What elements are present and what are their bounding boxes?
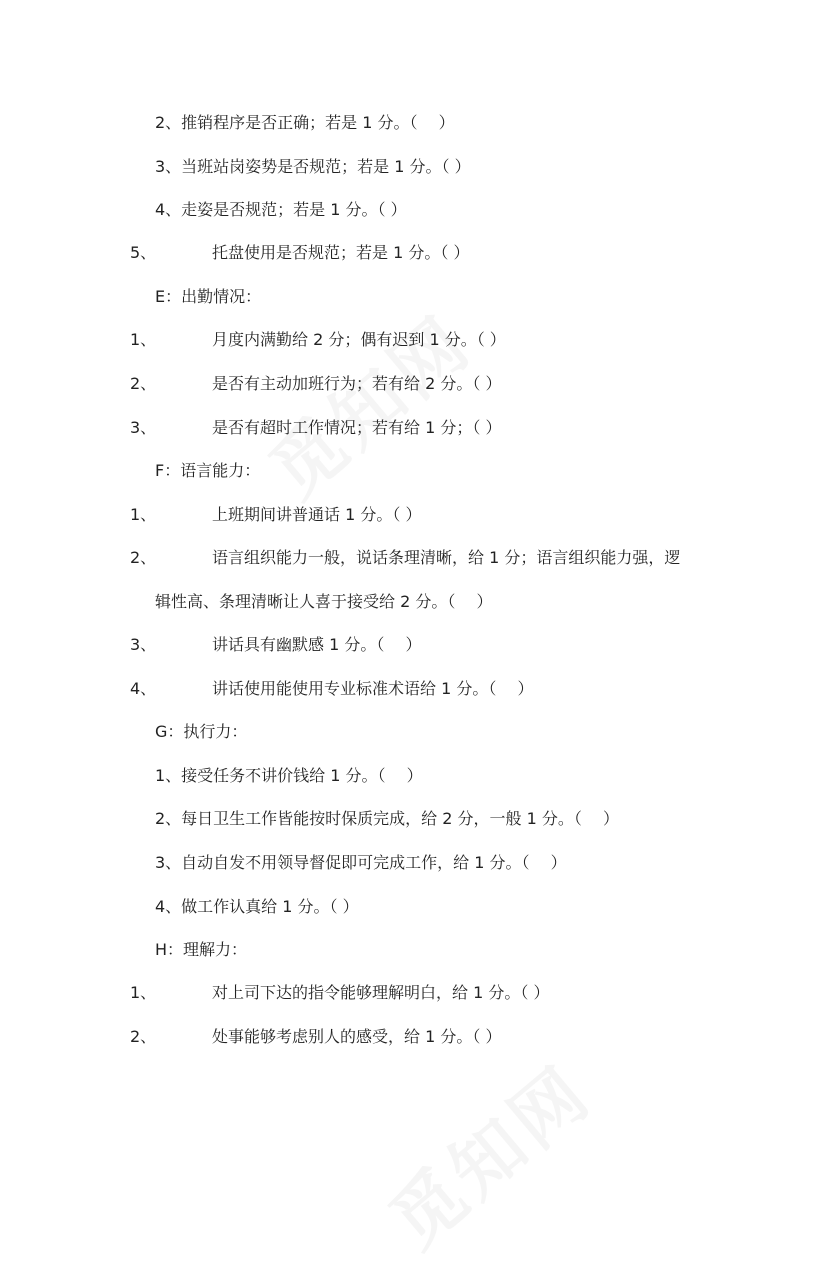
item-text: 上班期间讲普通话 1 分。（ ） xyxy=(212,505,422,524)
item-text: 对上司下达的指令能够理解明白，给 1 分。（ ） xyxy=(212,983,550,1002)
section-heading-text: H：理解力： xyxy=(155,940,248,959)
item-text: 2、推销程序是否正确；若是 1 分。（ ） xyxy=(155,113,455,132)
item-text: 讲话使用能使用专业标准术语给 1 分。（ ） xyxy=(212,679,534,698)
item-text: 3、自动自发不用领导督促即可完成工作，给 1 分。（ ） xyxy=(155,853,567,872)
item-number: 3、 xyxy=(130,635,157,654)
item-text: 语言组织能力一般，说话条理清晰，给 1 分；语言组织能力强，逻 xyxy=(212,548,681,567)
item-number: 2、 xyxy=(130,548,157,567)
item-text: 4、走姿是否规范；若是 1 分。（ ） xyxy=(155,200,407,219)
item-text: 处事能够考虑别人的感受，给 1 分。（ ） xyxy=(212,1027,502,1046)
item-number: 3、 xyxy=(130,418,157,437)
item-text: 辑性高、条理清晰让人喜于接受给 2 分。（ ） xyxy=(155,592,493,611)
item-text: 3、当班站岗姿势是否规范；若是 1 分。（ ） xyxy=(155,157,471,176)
item-text: 1、接受任务不讲价钱给 1 分。（ ） xyxy=(155,766,423,785)
item-text: 托盘使用是否规范；若是 1 分。（ ） xyxy=(212,243,470,262)
watermark-top xyxy=(244,287,490,517)
item-text: 是否有超时工作情况；若有给 1 分；（ ） xyxy=(212,418,502,437)
item-number: 1、 xyxy=(130,505,157,524)
watermark-bottom xyxy=(364,1037,610,1267)
item-number: 5、 xyxy=(130,243,157,262)
item-text: 讲话具有幽默感 1 分。（ ） xyxy=(212,635,422,654)
item-text: 是否有主动加班行为；若有给 2 分。（ ） xyxy=(212,374,502,393)
item-number: 2、 xyxy=(130,374,157,393)
section-heading-text: G：执行力： xyxy=(155,722,248,741)
section-heading-text: F：语言能力： xyxy=(155,461,261,480)
item-text: 月度内满勤给 2 分；偶有迟到 1 分。（ ） xyxy=(212,330,506,349)
item-text: 2、每日卫生工作皆能按时保质完成，给 2 分，一般 1 分。（ ） xyxy=(155,809,619,828)
item-number: 1、 xyxy=(130,330,157,349)
item-number: 2、 xyxy=(130,1027,157,1046)
item-number: 1、 xyxy=(130,983,157,1002)
item-number: 4、 xyxy=(130,679,157,698)
section-heading-text: E：出勤情况： xyxy=(155,287,262,306)
item-text: 4、做工作认真给 1 分。（ ） xyxy=(155,897,359,916)
